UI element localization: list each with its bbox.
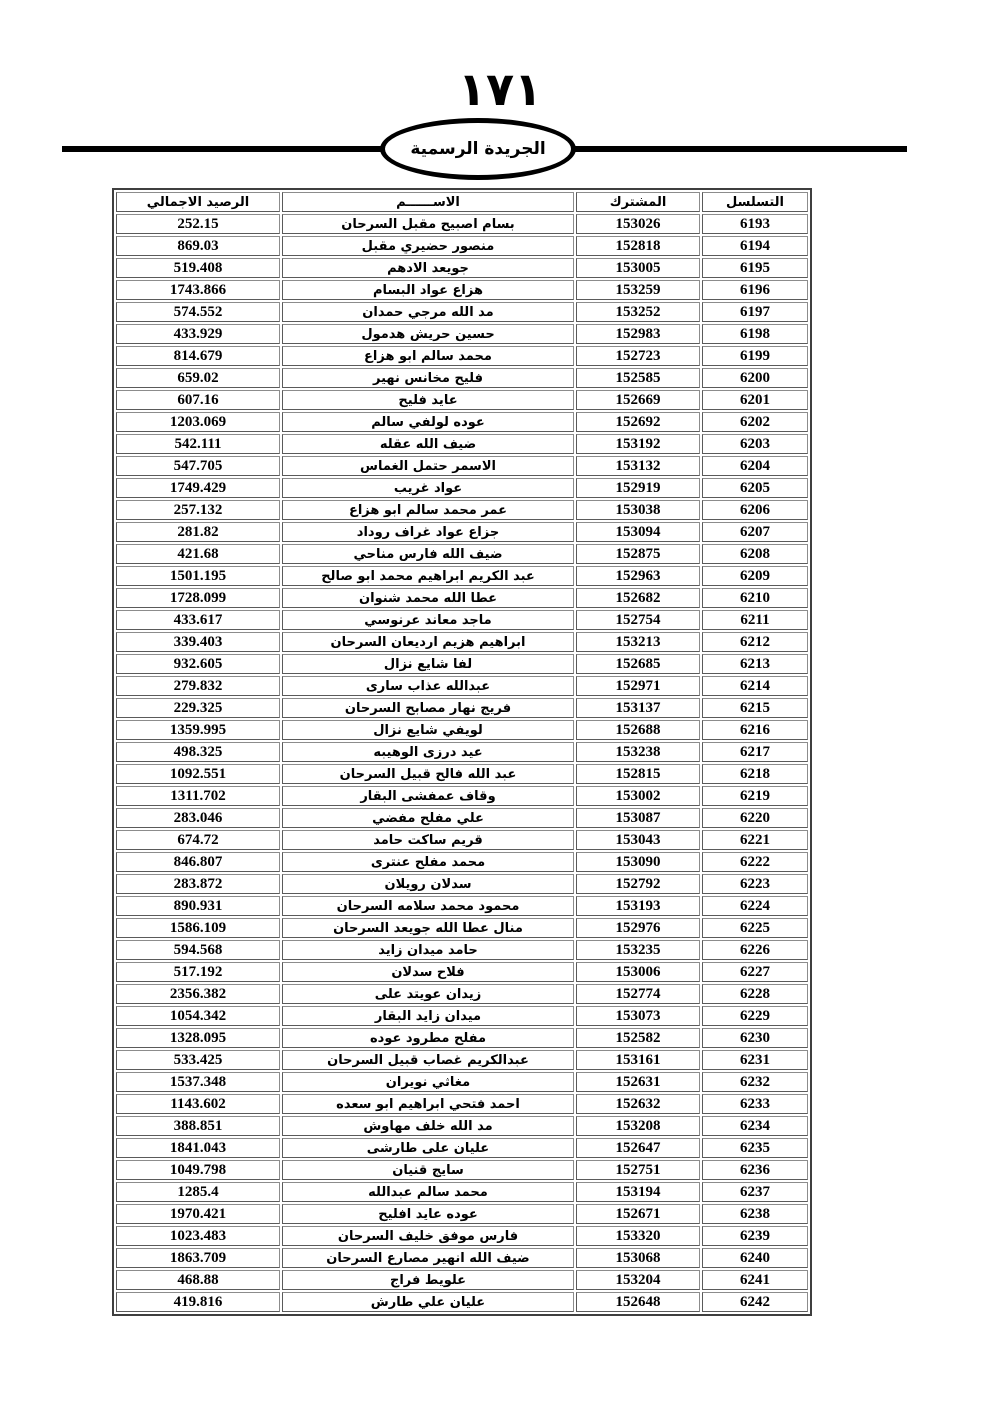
serial-cell: 6214 — [702, 676, 808, 696]
balance-cell: 547.705 — [116, 456, 280, 476]
header-subscriber: المشترك — [576, 192, 700, 212]
table-row — [116, 544, 808, 564]
serial-cell: 6219 — [702, 786, 808, 806]
table-row — [116, 390, 808, 410]
serial-cell: 6220 — [702, 808, 808, 828]
name-cell: محمد سالم ابو هزاع — [282, 346, 574, 366]
name-cell: محمد سالم عبدالله — [282, 1182, 574, 1202]
serial-cell: 6223 — [702, 874, 808, 894]
table-row — [116, 1182, 808, 1202]
balance-cell: 257.132 — [116, 500, 280, 520]
subscriber-cell: 152963 — [576, 566, 700, 586]
table-row — [116, 566, 808, 586]
subscriber-cell: 153320 — [576, 1226, 700, 1246]
name-cell: لويفي شايع نزال — [282, 720, 574, 740]
serial-cell: 6207 — [702, 522, 808, 542]
subscriber-cell: 152792 — [576, 874, 700, 894]
table-row — [116, 258, 808, 278]
table-row — [116, 588, 808, 608]
balance-cell: 283.046 — [116, 808, 280, 828]
table-header-row — [116, 192, 808, 212]
table-body — [116, 214, 808, 1312]
balance-cell: 574.552 — [116, 302, 280, 322]
name-cell: ميدان زايد البقار — [282, 1006, 574, 1026]
name-cell: ماجد معاند عرنوسي — [282, 610, 574, 630]
serial-cell: 6203 — [702, 434, 808, 454]
serial-cell: 6229 — [702, 1006, 808, 1026]
subscriber-cell: 153192 — [576, 434, 700, 454]
table-row — [116, 456, 808, 476]
header-serial: التسلسل — [702, 192, 808, 212]
subscriber-cell: 152971 — [576, 676, 700, 696]
name-cell: سايج قنيان — [282, 1160, 574, 1180]
subscriber-cell: 153208 — [576, 1116, 700, 1136]
table-row — [116, 830, 808, 850]
name-cell: عيد درزى الوهيبه — [282, 742, 574, 762]
name-cell: ابراهيم هزيم ارديعان السرحان — [282, 632, 574, 652]
balance-cell: 1143.602 — [116, 1094, 280, 1114]
table-row — [116, 324, 808, 344]
balance-cell: 1328.095 — [116, 1028, 280, 1048]
balance-cell: 281.82 — [116, 522, 280, 542]
serial-cell: 6218 — [702, 764, 808, 784]
serial-cell: 6210 — [702, 588, 808, 608]
name-cell: وقاف عمفشى البقار — [282, 786, 574, 806]
subscriber-cell: 152682 — [576, 588, 700, 608]
balance-cell: 932.605 — [116, 654, 280, 674]
serial-cell: 6208 — [702, 544, 808, 564]
name-cell: زيدان عويتد على — [282, 984, 574, 1004]
serial-cell: 6206 — [702, 500, 808, 520]
serial-cell: 6204 — [702, 456, 808, 476]
name-cell: منصور حضيري مقبل — [282, 236, 574, 256]
gazette-banner — [380, 118, 576, 180]
name-cell: محمد مفلح عنترى — [282, 852, 574, 872]
subscriber-cell: 153094 — [576, 522, 700, 542]
name-cell: حسين حريش هدمول — [282, 324, 574, 344]
subscriber-cell: 152875 — [576, 544, 700, 564]
balance-cell: 229.325 — [116, 698, 280, 718]
subscriber-cell: 152648 — [576, 1292, 700, 1312]
subscriber-cell: 153006 — [576, 962, 700, 982]
table-row — [116, 302, 808, 322]
serial-cell: 6239 — [702, 1226, 808, 1246]
table-row — [116, 610, 808, 630]
subscriber-cell: 152815 — [576, 764, 700, 784]
balance-cell: 1054.342 — [116, 1006, 280, 1026]
serial-cell: 6197 — [702, 302, 808, 322]
serial-cell: 6241 — [702, 1270, 808, 1290]
subscriber-cell: 153087 — [576, 808, 700, 828]
serial-cell: 6228 — [702, 984, 808, 1004]
subscriber-cell: 153252 — [576, 302, 700, 322]
table-row — [116, 764, 808, 784]
balance-cell: 674.72 — [116, 830, 280, 850]
table-row — [116, 434, 808, 454]
table-row — [116, 676, 808, 696]
subscriber-cell: 153073 — [576, 1006, 700, 1026]
subscriber-cell: 152582 — [576, 1028, 700, 1048]
serial-cell: 6221 — [702, 830, 808, 850]
serial-cell: 6193 — [702, 214, 808, 234]
table-row — [116, 654, 808, 674]
subscriber-cell: 153068 — [576, 1248, 700, 1268]
table-row — [116, 940, 808, 960]
balance-cell: 433.929 — [116, 324, 280, 344]
balance-cell: 1863.709 — [116, 1248, 280, 1268]
balance-cell: 283.872 — [116, 874, 280, 894]
table-row — [116, 236, 808, 256]
name-cell: ضيف الله عقله — [282, 434, 574, 454]
balance-cell: 252.15 — [116, 214, 280, 234]
subscriber-cell: 152647 — [576, 1138, 700, 1158]
subscriber-cell: 153204 — [576, 1270, 700, 1290]
table-row — [116, 346, 808, 366]
balance-cell: 594.568 — [116, 940, 280, 960]
subscriber-cell: 153002 — [576, 786, 700, 806]
name-cell: ضيف الله انهير مصارع السرحان — [282, 1248, 574, 1268]
serial-cell: 6205 — [702, 478, 808, 498]
table-row — [116, 214, 808, 234]
balance-cell: 419.816 — [116, 1292, 280, 1312]
table-header — [116, 192, 808, 212]
table-row — [116, 1292, 808, 1312]
balance-cell: 890.931 — [116, 896, 280, 916]
name-cell: عوده لولفي سالم — [282, 412, 574, 432]
balance-cell: 1749.429 — [116, 478, 280, 498]
balance-cell: 388.851 — [116, 1116, 280, 1136]
subscriber-cell: 152976 — [576, 918, 700, 938]
serial-cell: 6217 — [702, 742, 808, 762]
subscriber-cell: 152671 — [576, 1204, 700, 1224]
subscriber-cell: 152692 — [576, 412, 700, 432]
name-cell: هزاع عواد البسام — [282, 280, 574, 300]
balance-cell: 279.832 — [116, 676, 280, 696]
name-cell: مد الله مرجي حمدان — [282, 302, 574, 322]
balance-cell: 1728.099 — [116, 588, 280, 608]
balance-cell: 869.03 — [116, 236, 280, 256]
header-balance: الرصيد الاجمالي — [116, 192, 280, 212]
balance-cell: 2356.382 — [116, 984, 280, 1004]
serial-cell: 6240 — [702, 1248, 808, 1268]
balance-cell: 533.425 — [116, 1050, 280, 1070]
table-row — [116, 478, 808, 498]
table-row — [116, 1226, 808, 1246]
subscriber-cell: 153090 — [576, 852, 700, 872]
table-row — [116, 874, 808, 894]
serial-cell: 6212 — [702, 632, 808, 652]
name-cell: عمر محمد سالم ابو هزاع — [282, 500, 574, 520]
balance-cell: 1092.551 — [116, 764, 280, 784]
table-row — [116, 720, 808, 740]
serial-cell: 6209 — [702, 566, 808, 586]
name-cell: سدلان رويلان — [282, 874, 574, 894]
table-row — [116, 852, 808, 872]
serial-cell: 6201 — [702, 390, 808, 410]
table-row — [116, 1050, 808, 1070]
subscriber-cell: 152919 — [576, 478, 700, 498]
balance-cell: 468.88 — [116, 1270, 280, 1290]
table-row — [116, 412, 808, 432]
subscriber-cell: 152754 — [576, 610, 700, 630]
balance-cell: 1970.421 — [116, 1204, 280, 1224]
table-row — [116, 918, 808, 938]
name-cell: جزاع عواد غراف روداد — [282, 522, 574, 542]
serial-cell: 6215 — [702, 698, 808, 718]
balance-cell: 846.807 — [116, 852, 280, 872]
serial-cell: 6194 — [702, 236, 808, 256]
subscriber-cell: 152632 — [576, 1094, 700, 1114]
name-cell: مد الله خلف مهاوش — [282, 1116, 574, 1136]
serial-cell: 6234 — [702, 1116, 808, 1136]
balance-cell: 519.408 — [116, 258, 280, 278]
name-cell: فريج نهار مصابح السرحان — [282, 698, 574, 718]
balance-cell: 421.68 — [116, 544, 280, 564]
table-row — [116, 1138, 808, 1158]
balance-cell: 1743.866 — [116, 280, 280, 300]
subscriber-cell: 152774 — [576, 984, 700, 1004]
serial-cell: 6231 — [702, 1050, 808, 1070]
table-row — [116, 1072, 808, 1092]
subscriber-cell: 153193 — [576, 896, 700, 916]
table-row — [116, 1028, 808, 1048]
table-row — [116, 632, 808, 652]
balance-cell: 542.111 — [116, 434, 280, 454]
balance-cell: 659.02 — [116, 368, 280, 388]
name-cell: عوده عايد افليح — [282, 1204, 574, 1224]
balance-cell: 1311.702 — [116, 786, 280, 806]
balance-cell: 1586.109 — [116, 918, 280, 938]
table-row — [116, 522, 808, 542]
name-cell: عبدالله عذاب سارى — [282, 676, 574, 696]
subscriber-cell: 152585 — [576, 368, 700, 388]
balance-cell: 339.403 — [116, 632, 280, 652]
serial-cell: 6237 — [702, 1182, 808, 1202]
serial-cell: 6226 — [702, 940, 808, 960]
subscriber-cell: 153005 — [576, 258, 700, 278]
balance-cell: 1285.4 — [116, 1182, 280, 1202]
balance-cell: 1359.995 — [116, 720, 280, 740]
gazette-banner-title: الجريدة الرسمية — [410, 139, 546, 159]
table-row — [116, 1248, 808, 1268]
table-row — [116, 280, 808, 300]
subscriber-cell: 152818 — [576, 236, 700, 256]
table-row — [116, 1006, 808, 1026]
subscribers-table — [112, 188, 812, 1316]
name-cell: مفلح مطرود عوده — [282, 1028, 574, 1048]
name-cell: عايد فليح — [282, 390, 574, 410]
subscriber-cell: 152983 — [576, 324, 700, 344]
name-cell: عبد الكريم ابراهيم محمد ابو صالح — [282, 566, 574, 586]
name-cell: علويط فراج — [282, 1270, 574, 1290]
subscriber-cell: 152688 — [576, 720, 700, 740]
name-cell: فارس موفق خليف السرحان — [282, 1226, 574, 1246]
balance-cell: 498.325 — [116, 742, 280, 762]
subscriber-cell: 153038 — [576, 500, 700, 520]
serial-cell: 6200 — [702, 368, 808, 388]
header-name: الاســــــم — [282, 192, 574, 212]
serial-cell: 6198 — [702, 324, 808, 344]
subscriber-cell: 153132 — [576, 456, 700, 476]
subscriber-cell: 153235 — [576, 940, 700, 960]
name-cell: منال عطا الله جويعد السرحان — [282, 918, 574, 938]
name-cell: مغاثي نويران — [282, 1072, 574, 1092]
table-row — [116, 1116, 808, 1136]
serial-cell: 6224 — [702, 896, 808, 916]
balance-cell: 517.192 — [116, 962, 280, 982]
name-cell: عطا الله محمد شنوان — [282, 588, 574, 608]
balance-cell: 1537.348 — [116, 1072, 280, 1092]
table-row — [116, 698, 808, 718]
subscriber-cell: 152631 — [576, 1072, 700, 1092]
name-cell: عليان على طارشى — [282, 1138, 574, 1158]
balance-cell: 1841.043 — [116, 1138, 280, 1158]
serial-cell: 6225 — [702, 918, 808, 938]
subscriber-cell: 153194 — [576, 1182, 700, 1202]
serial-cell: 6222 — [702, 852, 808, 872]
balance-cell: 1023.483 — [116, 1226, 280, 1246]
serial-cell: 6236 — [702, 1160, 808, 1180]
table-row — [116, 808, 808, 828]
table-row — [116, 742, 808, 762]
name-cell: عواد غريب — [282, 478, 574, 498]
subscriber-cell: 152751 — [576, 1160, 700, 1180]
table-row — [116, 1094, 808, 1114]
serial-cell: 6230 — [702, 1028, 808, 1048]
table-row — [116, 1204, 808, 1224]
subscriber-cell: 153137 — [576, 698, 700, 718]
subscriber-cell: 153259 — [576, 280, 700, 300]
serial-cell: 6196 — [702, 280, 808, 300]
subscriber-cell: 153026 — [576, 214, 700, 234]
serial-cell: 6216 — [702, 720, 808, 740]
table-row — [116, 1160, 808, 1180]
subscriber-cell: 153213 — [576, 632, 700, 652]
serial-cell: 6235 — [702, 1138, 808, 1158]
balance-cell: 1203.069 — [116, 412, 280, 432]
name-cell: الاسمر حتمل الغماس — [282, 456, 574, 476]
serial-cell: 6195 — [702, 258, 808, 278]
table-row — [116, 786, 808, 806]
serial-cell: 6199 — [702, 346, 808, 366]
serial-cell: 6233 — [702, 1094, 808, 1114]
table-row — [116, 368, 808, 388]
page-number: ١٧١ — [457, 62, 543, 116]
serial-cell: 6242 — [702, 1292, 808, 1312]
name-cell: علي مفلح مفضي — [282, 808, 574, 828]
name-cell: بسام اصبيح مقبل السرحان — [282, 214, 574, 234]
balance-cell: 1501.195 — [116, 566, 280, 586]
name-cell: حامد ميدان زايد — [282, 940, 574, 960]
name-cell: عبد الله فالح قبيل السرحان — [282, 764, 574, 784]
table-row — [116, 500, 808, 520]
subscriber-cell: 153238 — [576, 742, 700, 762]
name-cell: عبدالكريم غصاب قبيل السرحان — [282, 1050, 574, 1070]
balance-cell: 433.617 — [116, 610, 280, 630]
name-cell: عليان علي طارش — [282, 1292, 574, 1312]
serial-cell: 6202 — [702, 412, 808, 432]
name-cell: فلاح سدلان — [282, 962, 574, 982]
name-cell: لفا شايع نزال — [282, 654, 574, 674]
subscriber-cell: 153161 — [576, 1050, 700, 1070]
table-row — [116, 984, 808, 1004]
serial-cell: 6232 — [702, 1072, 808, 1092]
name-cell: قريم ساكت حامد — [282, 830, 574, 850]
subscriber-cell: 152723 — [576, 346, 700, 366]
subscriber-cell: 152685 — [576, 654, 700, 674]
name-cell: محمود محمد سلامه السرحان — [282, 896, 574, 916]
subscriber-cell: 153043 — [576, 830, 700, 850]
balance-cell: 814.679 — [116, 346, 280, 366]
balance-cell: 1049.798 — [116, 1160, 280, 1180]
name-cell: جويعد الادهم — [282, 258, 574, 278]
name-cell: ضيف الله فارس مناحي — [282, 544, 574, 564]
table-row — [116, 1270, 808, 1290]
serial-cell: 6211 — [702, 610, 808, 630]
serial-cell: 6227 — [702, 962, 808, 982]
subscriber-cell: 152669 — [576, 390, 700, 410]
table-row — [116, 896, 808, 916]
name-cell: احمد فتحي ابراهيم ابو سعده — [282, 1094, 574, 1114]
serial-cell: 6238 — [702, 1204, 808, 1224]
serial-cell: 6213 — [702, 654, 808, 674]
table-row — [116, 962, 808, 982]
balance-cell: 607.16 — [116, 390, 280, 410]
name-cell: فليح مخانس نهير — [282, 368, 574, 388]
